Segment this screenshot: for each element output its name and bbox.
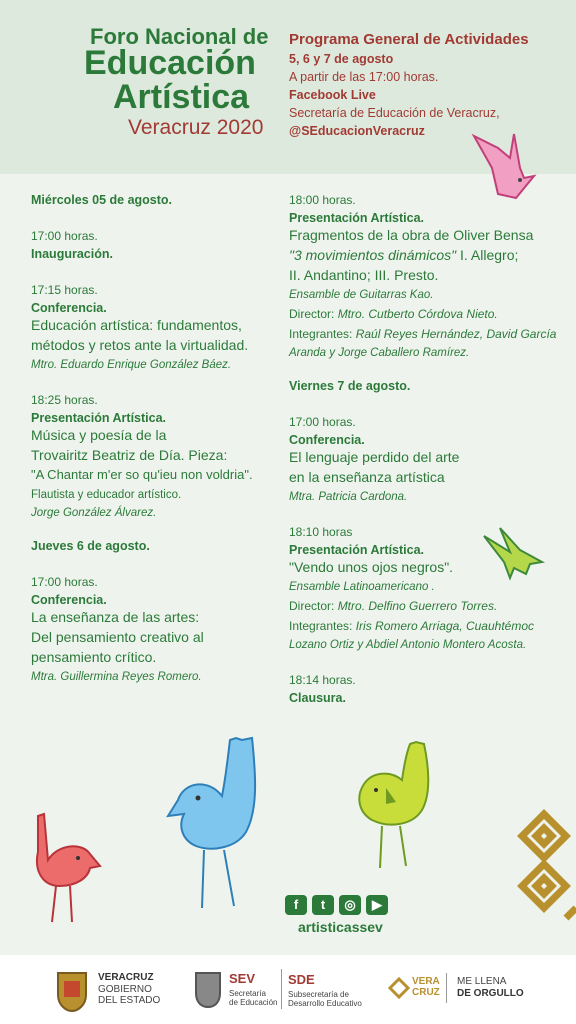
event-time: 17:00 horas. [31, 229, 98, 243]
brand-vera: VERA [412, 976, 440, 987]
program-dates: 5, 6 y 7 de agosto [289, 52, 394, 66]
sde-label: SDE [288, 972, 315, 987]
members-names: Raúl Reyes Hernández, David García [355, 327, 557, 341]
event-text: "Vendo unos ojos negros". [289, 559, 454, 575]
event-time: 18:10 horas [289, 525, 353, 539]
program-info [289, 31, 571, 140]
event-text: Del pensamiento creativo al [31, 629, 204, 645]
event-text: en la enseñanza artística [289, 469, 445, 485]
event-speaker: Mtro. Eduardo Enrique González Báez. [31, 359, 232, 371]
twitter-icon[interactable]: t [312, 895, 334, 915]
day-heading: Jueves 6 de agosto. [31, 539, 150, 553]
event-members [289, 619, 556, 633]
event-title: Presentación Artística. [31, 411, 167, 425]
title-line2: Educación [84, 44, 256, 82]
event-time: 17:00 horas. [31, 575, 98, 589]
sev-label: SEV [229, 971, 256, 986]
event-text: Educación artística: fundamentos, [31, 317, 242, 333]
event-text: Música y poesía de la [31, 427, 167, 443]
members-label: Integrantes: [289, 619, 356, 633]
event-time: 17:00 horas. [289, 415, 356, 429]
slogan-line1: ME LLENA [457, 976, 507, 987]
veracruz-coat-of-arms-icon [52, 965, 92, 1013]
program-title: Programa General de Actividades [289, 31, 529, 48]
event-text: métodos y retos ante la virtualidad. [31, 337, 249, 353]
members-label: Integrantes: [289, 327, 356, 341]
event-title: Inauguración. [31, 247, 113, 261]
event-title: Conferencia. [31, 593, 107, 607]
event-time: 18:25 horas. [31, 393, 98, 407]
day-heading: Viernes 7 de agosto. [289, 379, 411, 393]
social-handle[interactable]: artisticassev [298, 919, 383, 935]
director-label: Director: [289, 599, 338, 613]
event-members-cont: Lozano Ortiz y Abdiel Antonio Montero Acosta. [289, 639, 527, 651]
sev-emblem-icon [192, 967, 224, 1011]
sev-sub2: de Educación [229, 998, 278, 1007]
social-links [285, 895, 399, 919]
gold-pattern-decoration [514, 808, 576, 932]
program-handle: @SEducacionVeracruz [289, 124, 425, 138]
gov-sub2: DEL ESTADO [98, 995, 161, 1006]
event-performer-role: Flautista y educador artístico. [31, 489, 182, 501]
program-platform: Facebook Live [289, 88, 376, 102]
facebook-icon[interactable]: f [285, 895, 307, 915]
event-members [289, 327, 556, 341]
event-movement: I. Allegro; [456, 247, 519, 263]
event-director [289, 599, 556, 613]
program-org: Secretaría de Educación de Veracruz, [289, 106, 500, 120]
event-director [289, 307, 556, 321]
day-heading: Miércoles 05 de agosto. [31, 193, 173, 207]
title-line4: Veracruz 2020 [128, 116, 264, 139]
green-bird-illustration [480, 522, 546, 582]
sde-sub2: Desarrollo Educativo [288, 999, 362, 1008]
event-members-cont: Aranda y Jorge Caballero Ramírez. [289, 347, 470, 359]
instagram-icon[interactable]: ◎ [339, 895, 361, 915]
event-text: El lenguaje perdido del arte [289, 449, 460, 465]
director-label: Director: [289, 307, 338, 321]
gov-sub1: GOBIERNO [98, 984, 152, 995]
program-time: A partir de las 17:00 horas. [289, 70, 439, 84]
red-bird-illustration [30, 806, 102, 930]
event-title: Conferencia. [289, 433, 365, 447]
event-speaker: Mtra. Guillermina Reyes Romero. [31, 671, 202, 683]
divider [446, 973, 447, 1003]
sev-sub1: Secretaría [229, 989, 266, 998]
schedule-left-column [31, 193, 253, 683]
event-text [289, 245, 556, 265]
director-name: Mtro. Delfino Guerrero Torres. [337, 599, 498, 613]
director-name: Mtro. Cutberto Córdova Nieto. [337, 307, 498, 321]
event-title: Presentación Artística. [289, 543, 425, 557]
event-time: 17:15 horas. [31, 283, 98, 297]
sde-sub1: Subsecretaría de [288, 990, 349, 999]
event-time: 18:00 horas. [289, 193, 356, 207]
slogan-line2: DE ORGULLO [457, 988, 524, 999]
event-time: 18:14 horas. [289, 673, 356, 687]
youtube-icon[interactable]: ▶ [366, 895, 388, 915]
event-work-title: "3 movimientos dinámicos" [289, 247, 457, 263]
blue-bird-illustration [162, 736, 272, 916]
event-speaker: Mtra. Patricia Cardona. [289, 491, 408, 503]
event-title: Conferencia. [31, 301, 107, 315]
yellow-bird-illustration [350, 738, 440, 878]
event-text: Trovairitz Beatriz de Día. Pieza: [31, 447, 228, 463]
members-names: Iris Romero Arriaga, Cuauhtémoc [355, 619, 535, 633]
title-line3: Artística [113, 78, 250, 116]
event-text: "A Chantar m'er so qu'ieu non voldria". [31, 467, 253, 482]
gov-name: VERACRUZ [98, 972, 154, 983]
event-text: Fragmentos de la obra de Oliver Bensa [289, 227, 534, 243]
divider [281, 969, 282, 1009]
veracruz-knot-icon [388, 977, 410, 999]
schedule-right-column [289, 193, 556, 705]
brand-cruz: CRUZ [412, 987, 440, 998]
event-text: pensamiento crítico. [31, 649, 157, 665]
title-line1: Foro Nacional de [90, 24, 269, 49]
event-text: La enseñanza de las artes: [31, 609, 200, 625]
event-ensemble: Ensamble Latinoamericano . [289, 581, 435, 593]
event-performer: Jorge González Álvarez. [31, 507, 157, 519]
event-title: Presentación Artística. [289, 211, 425, 225]
event-ensemble: Ensamble de Guitarras Kao. [289, 289, 434, 301]
event-title: Clausura. [289, 691, 346, 705]
event-text: II. Andantino; III. Presto. [289, 267, 439, 283]
footer-logos [0, 955, 576, 1024]
